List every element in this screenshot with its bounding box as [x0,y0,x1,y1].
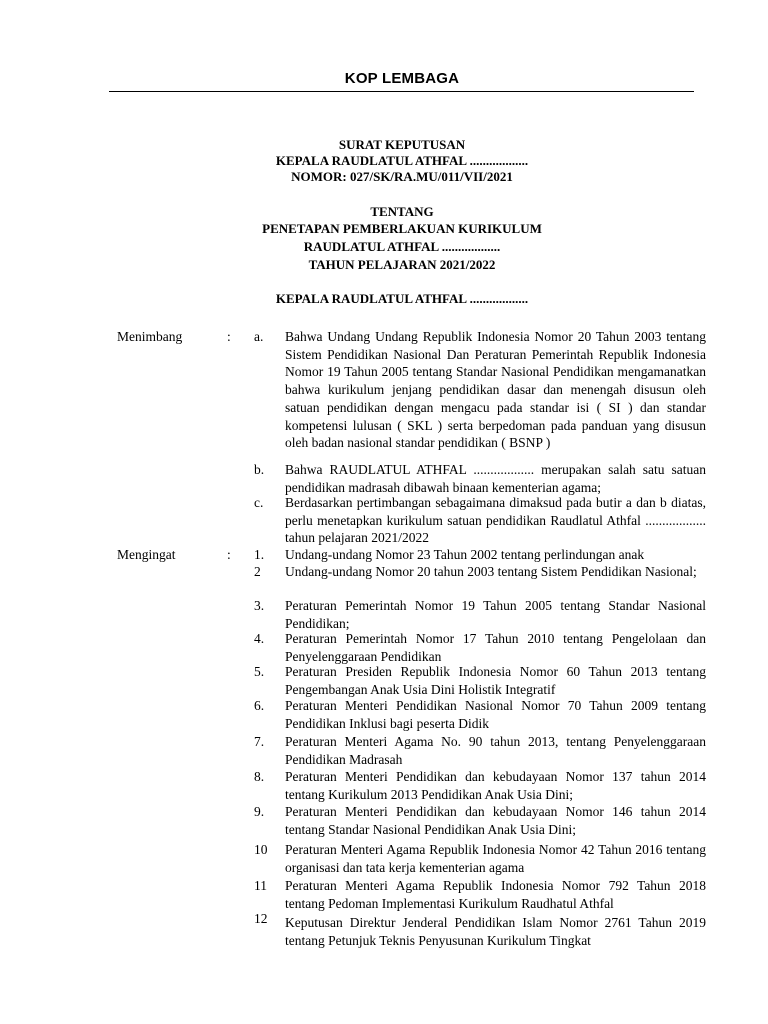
decree-title: SURAT KEPUTUSAN [338,137,466,152]
item-marker: 3. [254,598,265,613]
item-marker: b. [254,462,265,477]
legal-basis-item: Peraturan Menteri Pendidikan dan kebudayaan Nomor 146 tahun 2014 tentang Standar Nasional Pendidikan Anak Usia Dini; [285,804,706,837]
item-marker: 4. [254,631,265,646]
item-marker: a. [254,329,264,344]
legal-basis-item: Undang-undang Nomor 23 Tahun 2002 tentang perlindungan anak [285,547,645,562]
issuer-heading: KEPALA RAUDLATUL ATHFAL .................. [275,291,529,306]
item-marker: 11 [254,878,267,893]
legal-basis-item: Undang-undang Nomor 20 tahun 2003 tentang Sistem Pendidikan Nasional; [285,564,697,579]
legal-basis-item: Peraturan Menteri Agama No. 90 tahun 2013, tentang Penyelenggaraan Pendidikan Madrasah [285,734,706,767]
letterhead-rule [109,91,694,92]
legal-basis-item: Keputusan Direktur Jenderal Pendidikan Islam Nomor 2761 Tahun 2019 tentang Petunjuk Teknis Penyusunan Kurikulum Tingkat [285,915,706,948]
item-marker: 2 [254,564,261,579]
legal-basis-item: Peraturan Menteri Agama Republik Indonesia Nomor 792 Tahun 2018 tentang Pedoman Implementasi Kurikulum Raudhatul Athfal [285,878,706,911]
section-label-menimbang: Menimbang [117,329,183,344]
legal-basis-item: Peraturan Pemerintah Nomor 19 Tahun 2005 tentang Standar Nasional Pendidikan; [285,598,706,631]
section-label-mengingat: Mengingat [117,547,176,562]
subject-year: TAHUN PELAJARAN 2021/2022 [308,257,496,272]
consideration-item: Bahwa Undang Undang Republik Indonesia Nomor 20 Tahun 2003 tentang Sistem Pendidikan Nasional Dan Peraturan Pemerintah Republik Indonesia Nomor 19 Tahun 2005 tentang Standar Nasional Pendidikan mengamanatkan bahwa kurikulum jenjang pendidikan dasar dan menengah disusun oleh satuan pendidikan dengan mengacu pada standar isi ( SI ) dan standar kompetensi lulusan ( SKL ) serta berpedoman pada panduan yang disusun oleh badan nasional standar pendidikan ( BSNP ) [285,329,706,451]
item-marker: 10 [254,842,268,857]
item-marker: 8. [254,769,265,784]
item-marker: 1. [254,547,265,562]
item-marker: c. [254,495,264,510]
item-marker: 7. [254,734,265,749]
consideration-item: Berdasarkan pertimbangan sebagaimana dimaksud pada butir a dan b diatas, perlu menetapkan kurikulum satuan pendidikan Raudlatul Athfal .................. tahun pelajaran 2021/2022 [285,495,706,546]
subject-heading: TENTANG [370,204,434,219]
subject-line: RAUDLATUL ATHFAL .................. [303,239,501,254]
legal-basis-item: Peraturan Pemerintah Nomor 17 Tahun 2010 tentang Pengelolaan dan Penyelenggaraan Pendidikan [285,631,706,664]
item-marker: 5. [254,664,265,679]
section-colon: : [227,547,231,562]
decree-issuer-line: KEPALA RAUDLATUL ATHFAL .................. [275,153,529,168]
legal-basis-item: Peraturan Menteri Pendidikan dan kebudayaan Nomor 137 tahun 2014 tentang Kurikulum 2013 Pendidikan Anak Usia Dini; [285,769,706,802]
legal-basis-item: Peraturan Menteri Agama Republik Indonesia Nomor 42 Tahun 2016 tentang organisasi dan tata kerja kementerian agama [285,842,706,875]
item-marker: 6. [254,698,265,713]
item-marker: 9. [254,804,265,819]
decree-number: NOMOR: 027/SK/RA.MU/011/VII/2021 [291,169,513,184]
legal-basis-item: Peraturan Menteri Pendidikan Nasional Nomor 70 Tahun 2009 tentang Pendidikan Inklusi bagi peserta Didik [285,698,706,731]
consideration-item: Bahwa RAUDLATUL ATHFAL .................. merupakan salah satu satuan pendidikan madrasah dibawah binaan kementerian agama; [285,462,706,495]
letterhead-title: KOP LEMBAGA [344,70,460,87]
section-colon: : [227,329,231,344]
subject-line: PENETAPAN PEMBERLAKUAN KURIKULUM [262,221,542,236]
item-marker: 12 [254,911,268,926]
legal-basis-item: Peraturan Presiden Republik Indonesia Nomor 60 Tahun 2013 tentang Pengembangan Anak Usia Dini Holistik Integratif [285,664,706,697]
